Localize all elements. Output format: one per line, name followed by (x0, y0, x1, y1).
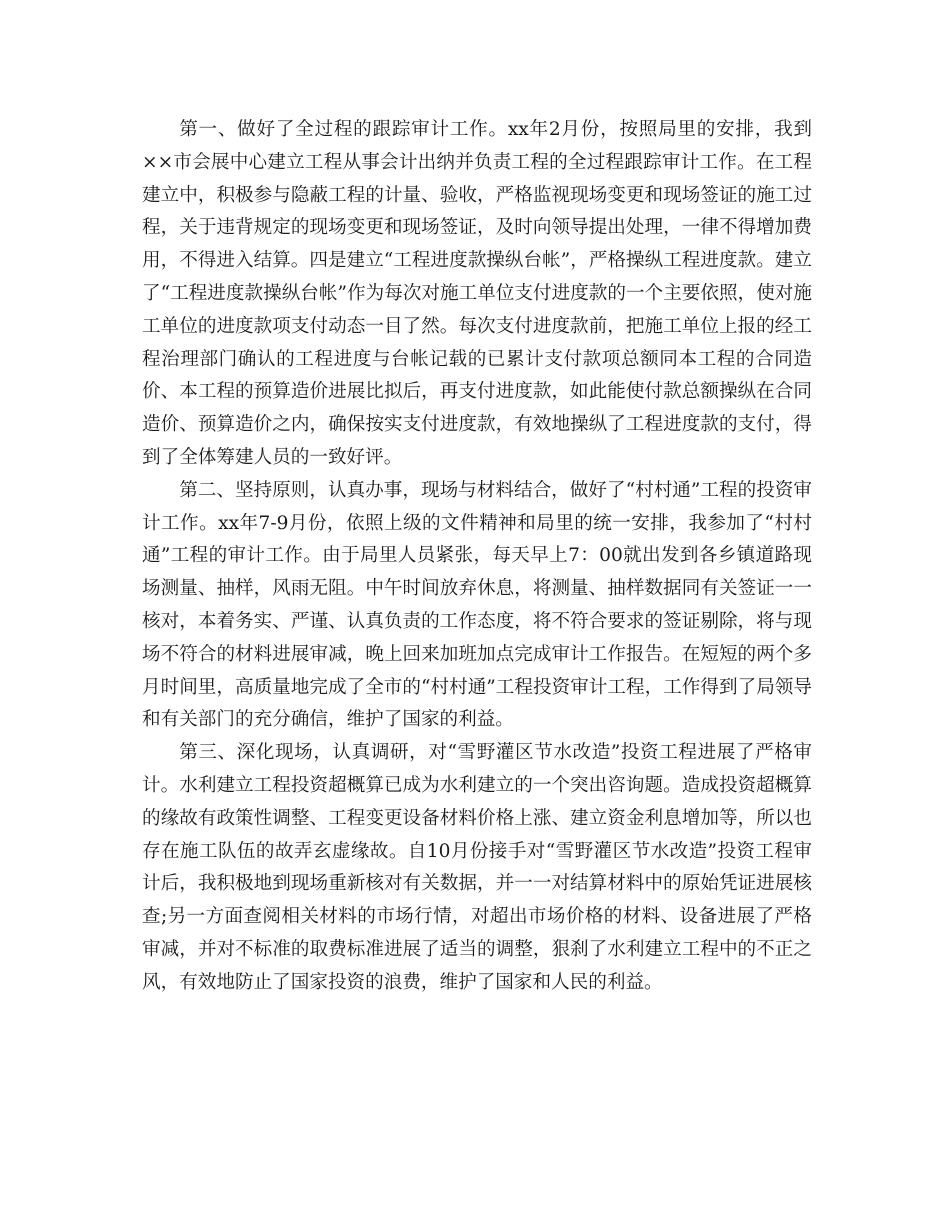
paragraph-3: 第三、深化现场，认真调研，对“雪野灌区节水改造”投资工程进展了严格审计。水利建立工程投资超概算已成为水利建立的一个突出咨询题。造成投资超概算的缘故有政策性调整、工程变更设备材料价格上涨、建立资金利息增加等，所以也存在施工队伍的故弄玄虚缘故。自10月份接手对“雪野灌区节水改造”投资工程审计后，我积极地到现场重新核对有关数据，并一一对结算材料中的原始凭证进展核查;另一方面查阅相关材料的市场行情，对超出市场价格的材料、设备进展了严格审减，并对不标准的取费标准进展了适当的调整，狠刹了水利建立工程中的不正之风，有效地防止了国家投资的浪费，维护了国家和人民的利益。 (142, 742, 812, 993)
paragraph-2: 第二、坚持原则，认真办事，现场与材料结合，做好了“村村通”工程的投资审计工作。xx年7-9月份，依照上级的文件精神和局里的统一安排，我参加了“村村通”工程的审计工作。由于局里人员紧张，每天早上7：00就出发到各乡镇道路现场测量、抽样，风雨无阻。中午时间放弃休息，将测量、抽样数据同有关签证一一核对，本着务实、严谨、认真负责的工作态度，将不符合要求的签证剔除，将与现场不符合的材料进展审减，晚上回来加班加点完成审计工作报告。在短短的两个多月时间里，高质量地完成了全市的“村村通”工程投资审计工程，工作得到了局领导和有关部门的充分确信，维护了国家的利益。 (142, 479, 812, 731)
paragraph-1: 第一、做好了全过程的跟踪审计工作。xx年2月份，按照局里的安排，我到××市会展中心建立工程从事会计出纳并负责工程的全过程跟踪审计工作。在工程建立中，积极参与隐蔽工程的计量、验收，严格监视现场变更和现场签证的施工过程，关于违背规定的现场变更和现场签证，及时向领导提出处理，一律不得增加费用，不得进入结算。四是建立“工程进度款操纵台帐”，严格操纵工程进度款。建立了“工程进度款操纵台帐”作为每次对施工单位支付进度款的一个主要依照，使对施工单位的进度款项支付动态一目了然。每次支付进度款前，把施工单位上报的经工程治理部门确认的工程进度与台帐记载的已累计支付款项总额同本工程的合同造价、本工程的预算造价进展比拟后，再支付进度款，如此能使付款总额操纵在合同造价、预算造价之内，确保按实支付进度款，有效地操纵了工程进度款的支付，得到了全体筹建人员的一致好评。 (142, 119, 812, 468)
document-body (142, 114, 812, 1000)
